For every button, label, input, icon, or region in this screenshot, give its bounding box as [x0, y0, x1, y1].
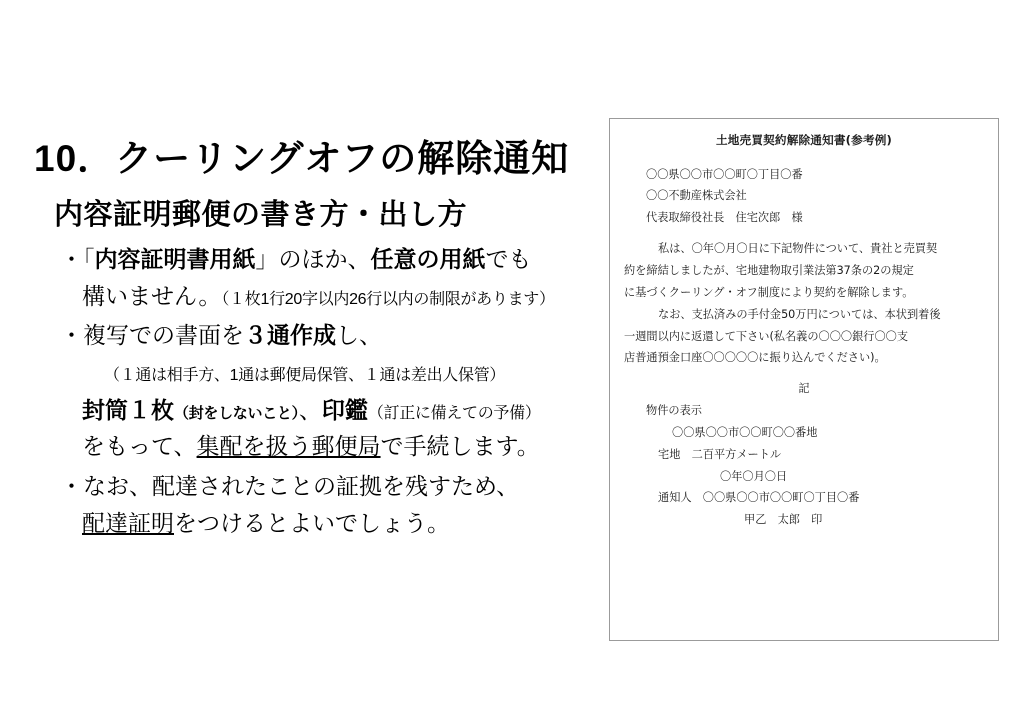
bullet-segment: 任意の用紙 [370, 246, 486, 272]
bullet-segment: 内容証明書用紙 [94, 246, 256, 272]
bullet-segment: 、 [298, 396, 322, 423]
bullet-marker: ・ [60, 472, 83, 499]
list-item [60, 430, 612, 463]
list-item [60, 356, 612, 389]
bullet-segment: 印鑑 [321, 396, 368, 423]
document-line: 〇〇県〇〇市〇〇町〇丁目〇番 [646, 167, 803, 181]
sample-document-title: 土地売買契約解除通知書(参考例) [715, 133, 893, 147]
list-item [60, 319, 612, 352]
document-line: なお、支払済みの手付金50万円については、本状到着後 [658, 307, 941, 321]
document-line: 〇年〇月〇日 [720, 469, 788, 483]
document-line: 通知人 〇〇県〇〇市〇〇町〇丁目〇番 [658, 491, 860, 505]
bullet-note: （封をしないこと） [174, 404, 299, 422]
document-line: 宅地 二百平方メートル [658, 447, 782, 461]
bullet-segment: し、 [336, 322, 382, 349]
document-line: 店普通預金口座〇〇〇〇〇に振り込んでください)。 [624, 351, 886, 365]
document-line: 〇〇不動産株式会社 [646, 189, 747, 203]
slide-subtitle: 内容証明郵便の書き方・出し方 [54, 199, 468, 231]
bullet-marker: ・ [60, 246, 83, 272]
document-line: 一週間以内に返還して下さい(私名義の〇〇〇銀行〇〇支 [624, 329, 909, 343]
bullet-segment: ３通作成 [244, 322, 336, 349]
sample-document-image [609, 118, 999, 641]
bullet-list [60, 243, 612, 539]
bullet-segment: 「 [83, 246, 95, 272]
list-item [60, 280, 612, 313]
document-spacer [624, 369, 984, 378]
document-line: 私は、〇年〇月〇日に下記物件について、貴社と売買契 [658, 242, 938, 256]
list-item [60, 394, 612, 427]
bullet-segment: をつけるとよいでしょう。 [174, 509, 450, 536]
bullet-note: （訂正に備えての予備） [367, 404, 541, 422]
bullet-emphasis: 配達証明 [82, 509, 174, 536]
bullet-segment: 封筒１枚 [82, 396, 174, 423]
bullet-segment: なお、配達されたことの証拠を残すため、 [83, 472, 520, 499]
bullet-marker: ・ [60, 322, 83, 349]
bullet-note: （１通は相手方、1通は郵便局保管、１通は差出人保管） [104, 366, 506, 384]
page-title: 10．クーリングオフの解除通知 [34, 138, 570, 179]
document-line: 約を締結しましたが、宅地建物取引業法第37条の2の規定 [624, 263, 914, 277]
bullet-segment: 複写での書面を [83, 322, 244, 349]
document-line: 記 [798, 382, 810, 396]
list-item [60, 507, 612, 540]
bullet-segment: をもって、 [82, 433, 197, 460]
document-line: 甲乙 太郎 印 [744, 513, 823, 527]
sample-document-body [624, 129, 984, 630]
document-line: 〇〇県〇〇市〇〇町〇〇番地 [672, 425, 818, 439]
bullet-segment: 構いません。 [82, 282, 222, 309]
bullet-segment: でも [485, 246, 532, 272]
list-item [60, 243, 612, 276]
document-line: 物件の表示 [646, 404, 702, 418]
list-item [60, 470, 612, 503]
document-spacer [624, 229, 984, 238]
bullet-segment: 」のほか、 [255, 246, 371, 272]
bullet-segment: で手続します。 [380, 433, 540, 460]
bullet-note: （１枚1行20字以内26行以内の制限があります） [221, 290, 555, 308]
bullet-emphasis: 集配を扱う郵便局 [196, 433, 381, 460]
document-line: に基づくクーリング・オフ制度により契約を解除します。 [624, 285, 914, 299]
document-line: 代表取締役社長 住宅次郎 様 [646, 211, 803, 225]
